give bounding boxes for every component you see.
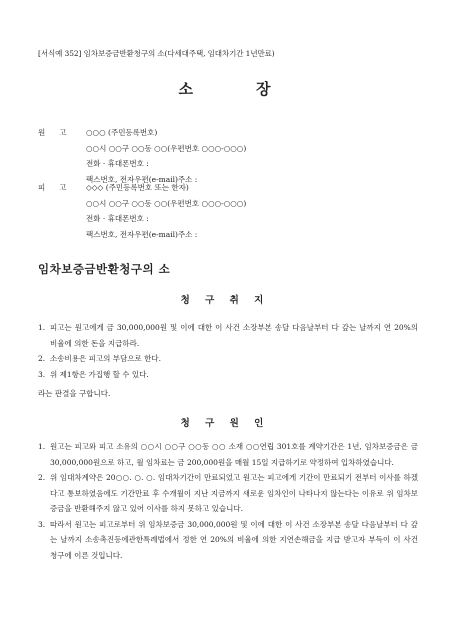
conclusion-text: 라는 판결을 구합니다. bbox=[38, 389, 111, 398]
defendant-block bbox=[38, 180, 246, 242]
list-item: 3. 따라서 원고는 피고로부터 위 임차보증금 30,000,000원 및 이에 대한 이 사건 소장부본 송달 다음날부터 다 갚는 날까지 소송촉진등에관한특례법에서 정한 연 20%의 비율에 의한 지연손해금을 지급 받고자 부득이 이 사건 청구에 이른 것입니다. bbox=[38, 519, 418, 560]
title-char-2: 장 bbox=[256, 80, 272, 98]
defendant-role: 피고 bbox=[38, 183, 81, 192]
claim-cause-list bbox=[38, 439, 418, 563]
document-title bbox=[0, 78, 450, 99]
list-item: 3. 위 제1항은 가집행 할 수 있다. bbox=[38, 369, 149, 379]
list-item: 1. 피고는 원고에게 금 30,000,000원 및 이에 대한 이 사건 소장부본 송달 다음날부터 다 갚는 날까지 연 20%의 비율에 의한 돈을 지급하라. bbox=[38, 323, 418, 348]
title-char-1: 소 bbox=[178, 80, 194, 98]
claim-purpose-heading: 청 구 취 지 bbox=[180, 295, 270, 306]
plaintiff-fax-email: 팩스번호, 전자우편(e-mail)주소 : bbox=[86, 174, 198, 184]
plaintiff-name: ○○○ (주민등록번호) bbox=[86, 128, 158, 137]
plaintiff-phone: 전화 · 휴대폰번호 : bbox=[86, 159, 149, 168]
plaintiff-address: ○○시 ○○구 ○○동 ○○(우편번호 ○○○-○○○) bbox=[86, 143, 247, 153]
list-item: 1. 원고는 피고와 피고 소유의 ○○시 ○○구 ○○동 ○○ 소재 ○○연립 301호를 계약기간은 1년, 임차보증금은 금 30,000,000원으로 하고, 월 임차료는 금 200,000원을 매월 15일 지급하기로 약정하여 입차하였습니다. bbox=[38, 442, 418, 467]
form-label: [서식예 352] 임차보증금반환청구의 소(다세대주택, 임대차기간 1년만료) bbox=[38, 49, 275, 58]
case-name: 임차보증금반환청구의 소 bbox=[38, 262, 171, 276]
plaintiff-block bbox=[38, 125, 246, 187]
claim-purpose-list bbox=[38, 320, 418, 382]
defendant-fax-email: 팩스번호, 전자우편(e-mail)주소 : bbox=[86, 229, 198, 239]
defendant-address: ○○시 ○○구 ○○동 ○○(우편번호 ○○○-○○○) bbox=[86, 198, 247, 208]
plaintiff-role: 원고 bbox=[38, 128, 81, 137]
claim-cause-heading: 청 구 원 인 bbox=[180, 418, 270, 429]
defendant-name: ◇◇◇ (주민등록번호 또는 한자) bbox=[86, 183, 189, 192]
defendant-phone: 전화 · 휴대폰번호 : bbox=[86, 214, 149, 223]
list-item: 2. 소송비용은 피고의 부담으로 한다. bbox=[38, 354, 161, 363]
list-item: 2. 위 임대차계약은 20○○. ○. ○. 임대차기간이 만료되었고 원고는 피고에게 기간이 만료되기 전부터 이사를 하겠다고 통보하였음에도 기간만료 후 수개월이 지난 지금까지 새로운 임차인이 나타나지 않는다는 이유로 위 임차보증금을 반환해주지 않고 있어 이사를 하지 못하고 있습니다. bbox=[38, 473, 418, 513]
